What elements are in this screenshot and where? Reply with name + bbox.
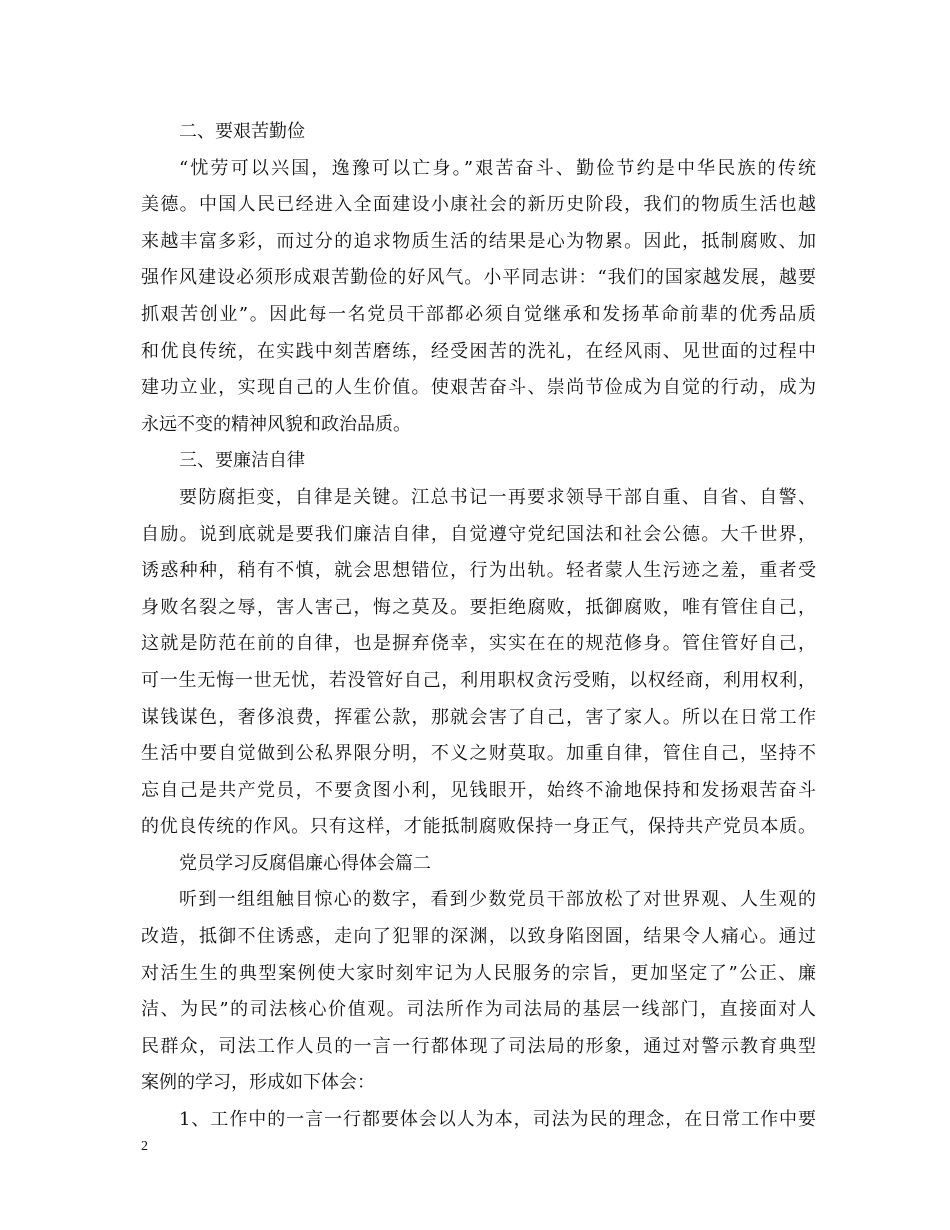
text-line: 诱惑种种，稍有不慎，就会思想错位，行为出轨。轻者蒙人生污迹之羞，重者受	[141, 560, 816, 582]
text-line: 洁、为民”的司法核心价值观。司法所作为司法局的基层一线部门，直接面对人	[141, 999, 816, 1021]
text-line: 美德。中国人民已经进入全面建设小康社会的新历史阶段，我们的物质生活也越	[141, 194, 816, 216]
text-line: 抓艰苦创业”。因此每一名党员干部都必须自觉继承和发扬革命前辈的优秀品质	[141, 303, 816, 325]
text-line: 永远不变的精神风貌和政治品质。	[141, 413, 411, 435]
text-line: 这就是防范在前的自律，也是摒弃侥幸，实实在在的规范修身。管住管好自己，	[141, 633, 816, 655]
text-line: 二、要艰苦勤俭	[179, 121, 305, 142]
text-line: 建功立业，实现自己的人生价值。使艰苦奋斗、崇尚节俭成为自觉的行动，成为	[141, 377, 816, 399]
text-line: 生活中要自觉做到公私界限分明，不义之财莫取。加重自律，管住自己，坚持不	[141, 743, 816, 765]
text-line: 的优良传统的作风。只有这样，才能抵制腐败保持一身正气，保持共产党员本质。	[141, 816, 816, 838]
text-line: 民群众，司法工作人员的一言一行都体现了司法局的形象，通过对警示教育典型	[141, 1035, 816, 1057]
document-body	[141, 114, 816, 1139]
page-number: 2	[141, 1139, 148, 1154]
text-line: 谋钱谋色，奢侈浪费，挥霍公款，那就会害了自己，害了家人。所以在日常工作	[141, 706, 816, 728]
text-line: 强作风建设必须形成艰苦勤俭的好风气。小平同志讲：“我们的国家越发展，越要	[141, 267, 816, 289]
text-line: 听到一组组触目惊心的数字，看到少数党员干部放松了对世界观、人生观的	[179, 889, 816, 911]
text-line: 忘自己是共产党员，不要贪图小利，见钱眼开，始终不渝地保持和发扬艰苦奋斗	[141, 779, 816, 801]
text-line: 自励。说到底就是要我们廉洁自律，自觉遵守党纪国法和社会公德。大千世界，	[141, 523, 816, 545]
text-line: 改造，抵御不住诱惑，走向了犯罪的深渊，以致身陷囹圄，结果令人痛心。通过	[141, 926, 816, 948]
text-line: 1、工作中的一言一行都要体会以人为本，司法为民的理念，在日常工作中要	[179, 1109, 816, 1131]
text-line: 党员学习反腐倡廉心得体会篇二	[179, 852, 431, 874]
text-line: 来越丰富多彩，而过分的追求物质生活的结果是心为物累。因此，抵制腐败、加	[141, 230, 816, 252]
text-line: 三、要廉洁自律	[179, 450, 305, 472]
text-line: 要防腐拒变，自律是关键。江总书记一再要求领导干部自重、自省、自警、	[179, 486, 816, 508]
text-line: 和优良传统，在实践中刻苦磨练，经受困苦的洗礼，在经风雨、见世面的过程中	[141, 340, 816, 362]
text-line: “忧劳可以兴国，逸豫可以亡身。”艰苦奋斗、勤俭节约是中华民族的传统	[179, 157, 816, 179]
text-line: 身败名裂之辱，害人害己，悔之莫及。要拒绝腐败，抵御腐败，唯有管住自己，	[141, 596, 816, 618]
text-line: 对活生生的典型案例使大家时刻牢记为人民服务的宗旨，更加坚定了”公正、廉	[141, 962, 816, 984]
text-line: 案例的学习，形成如下体会：	[141, 1072, 375, 1094]
text-line: 可一生无悔一世无忧，若没管好自己，利用职权贪污受贿，以权经商，利用权利，	[141, 669, 816, 691]
